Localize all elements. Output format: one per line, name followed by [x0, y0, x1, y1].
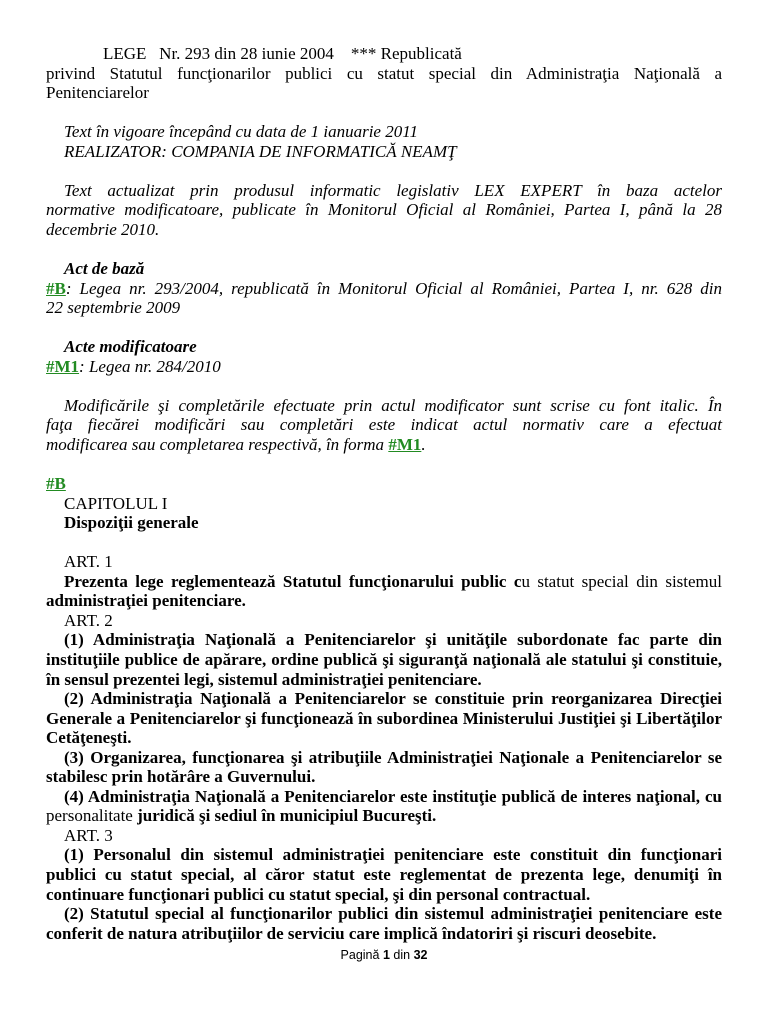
article-text-line — [46, 572, 722, 592]
blank-line — [46, 533, 722, 553]
blank-line — [46, 161, 722, 181]
article-text-line: continuare funcţionari publici cu statut special, şi din personal contractual. — [46, 884, 591, 904]
modifications-note-end: . — [421, 434, 426, 454]
article-text-line: stabilesc prin hotărâre a Guvernului. — [46, 767, 316, 787]
blank-line — [46, 103, 722, 123]
page-separator: din — [393, 948, 411, 962]
article-heading: ART. 2 — [64, 610, 113, 630]
article-text-line: conferit de natura atribuţiilor de serviciu care implică îndatoriri şi riscuri deosebite. — [46, 923, 657, 943]
chapter-tag-line — [46, 474, 722, 494]
article-text-line: (2) Statutul special al funcţionarilor publici din sistemul administraţiei penitenciare este — [64, 904, 722, 924]
law-title: LEGE Nr. 293 din 28 iunie 2004 *** Republicată — [103, 44, 462, 63]
modifications-note-line — [46, 435, 722, 455]
base-act-tag-link[interactable]: #B — [46, 278, 66, 298]
article-text-run: personalitate — [46, 806, 133, 826]
article-text-line: (2) Administraţia Naţională a Penitenciarelor se constituie prin reorganizarea Direcţiei — [64, 689, 722, 709]
article-text-line: administraţiei penitenciare. — [46, 591, 246, 611]
chapter-tag-link[interactable]: #B — [46, 474, 66, 494]
article-text-line — [46, 806, 722, 826]
base-act-text: : Legea nr. 293/2004, republicată în Monitorul Oficial al României, Partea I, nr. 628 din — [65, 278, 722, 298]
author-note: REALIZATOR: COMPANIA DE INFORMATICĂ NEAMŢ — [64, 141, 457, 161]
total-pages-number: 32 — [413, 948, 428, 962]
update-note-line: Text actualizat prin produsul informatic legislativ LEX EXPERT în baza actelor — [64, 180, 722, 200]
chapter-number: CAPITOLUL I — [64, 493, 168, 513]
base-act-heading: Act de bază — [64, 259, 145, 279]
amending-act-line — [46, 357, 722, 377]
amending-act-text: : Legea nr. 284/2010 — [79, 356, 221, 376]
amending-act-tag-link[interactable]: #M1 — [46, 356, 80, 376]
article-text-line: Cetăţeneşti. — [46, 728, 132, 748]
article-text-line: instituţiile publice de apărare, ordine publică şi siguranţă naţională ale statului şi constituie, — [46, 649, 722, 669]
blank-line — [46, 239, 722, 259]
article-text-run: juridică şi sediul în municipiul Bucureşti. — [132, 806, 437, 826]
article-text-line: (4) Administraţia Naţională a Penitenciarelor este instituţie publică de interes naţional, cu — [64, 786, 722, 806]
document-body — [46, 44, 722, 943]
article-heading: ART. 1 — [64, 552, 113, 572]
article-heading: ART. 3 — [64, 825, 113, 845]
law-subtitle-line: Penitenciarelor — [46, 83, 149, 103]
article-text-run: u statut special din sistemul — [521, 571, 722, 591]
modifications-note-text: modificarea sau completarea respectivă, în forma — [46, 434, 389, 454]
article-text-line: (1) Administraţia Naţională a Penitenciarelor şi unităţile subordonate fac parte din — [64, 630, 722, 650]
page-label: Pagină — [340, 948, 380, 962]
blank-line — [46, 376, 722, 396]
article-text-line: în sensul prezentei legi, sistemul administraţiei penitenciare. — [46, 669, 482, 689]
article-text-line: (3) Organizarea, funcţionarea şi atribuţiile Administraţiei Naţionale a Penitenciarelor se — [64, 747, 722, 767]
article-text-line: Generale a Penitenciarelor şi funcţionează în subordinea Ministerului Justiţiei şi Libertăţilor — [46, 708, 722, 728]
blank-line — [46, 318, 722, 338]
law-subtitle-line: privind Statutul funcţionarilor publici cu statut special din Administraţia Naţională a — [46, 63, 722, 83]
modifications-note-tag-link[interactable]: #M1 — [388, 434, 422, 454]
amending-acts-heading: Acte modificatoare — [64, 337, 197, 357]
chapter-title: Dispoziţii generale — [64, 513, 199, 533]
modifications-note-line: Modificările şi completările efectuate prin actul modificator sunt scrise cu font italic. În — [64, 395, 722, 415]
base-act-line — [46, 279, 722, 299]
base-act-line: 22 septembrie 2009 — [46, 298, 181, 318]
blank-line — [46, 454, 722, 474]
article-text-line: (1) Personalul din sistemul administraţiei penitenciare este constituit din funcţionari — [64, 845, 722, 865]
in-force-note: Text în vigoare începând cu data de 1 ianuarie 2011 — [64, 122, 418, 142]
update-note-line: normative modificatoare, publicate în Monitorul Oficial al României, Partea I, până la 28 — [46, 200, 722, 220]
article-text-line: publici cu statut special, al căror statut este reglementat de prezenta lege, denumiţi în — [46, 864, 722, 884]
current-page-number: 1 — [382, 948, 390, 962]
modifications-note-line: faţa fiecărei modificări sau completări este indicat actul normativ care a efectuat — [46, 415, 722, 435]
article-text-run: Prezenta lege reglementează Statutul funcţionarului public c — [64, 571, 522, 591]
update-note-line: decembrie 2010. — [46, 219, 160, 239]
page-footer — [0, 947, 768, 963]
